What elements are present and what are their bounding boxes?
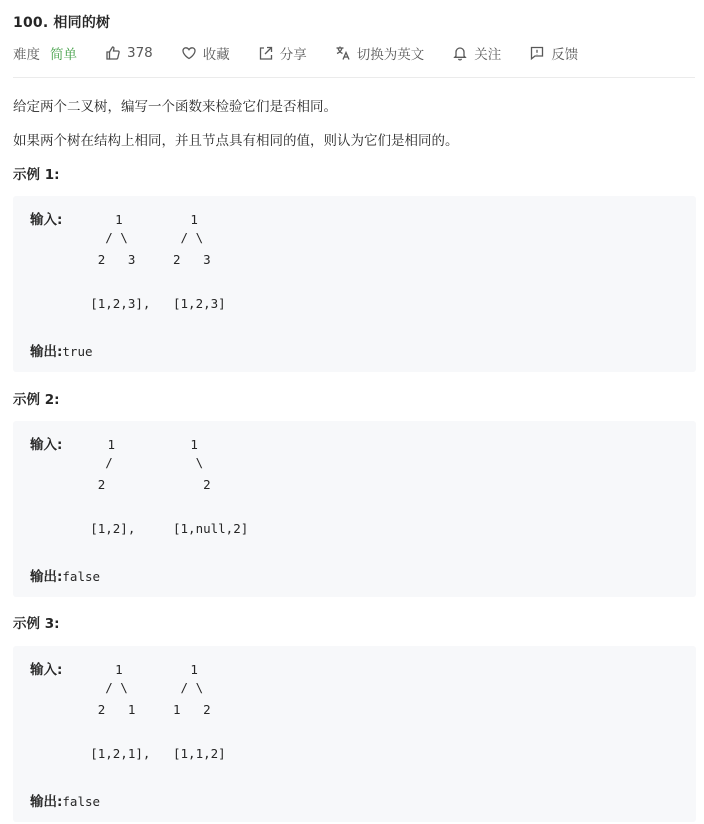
problem-toolbar bbox=[13, 42, 606, 64]
tree-line: 2 1 1 2 bbox=[30, 702, 211, 717]
example-3-title: 示例 3: bbox=[13, 616, 60, 632]
input-label: 输入: bbox=[30, 212, 63, 228]
share-button[interactable] bbox=[258, 43, 307, 63]
description-line-1: 给定两个二叉树，编写一个函数来检验它们是否相同。 bbox=[13, 99, 337, 115]
share-icon bbox=[258, 45, 274, 61]
tree-line: / \ / \ bbox=[30, 230, 204, 245]
example-1-title: 示例 1: bbox=[13, 167, 60, 183]
example-2-codeblock bbox=[13, 421, 696, 597]
difficulty-badge: 简单 bbox=[50, 47, 77, 63]
follow-label: 关注 bbox=[474, 47, 502, 63]
tree-line: / \ bbox=[30, 455, 204, 470]
tree-line: / \ / \ bbox=[30, 680, 204, 695]
translate-button[interactable] bbox=[335, 43, 425, 63]
collect-button[interactable] bbox=[181, 43, 230, 63]
header-divider bbox=[13, 77, 695, 78]
input-arrays: [1,2,1], [1,1,2] bbox=[30, 746, 226, 761]
example-3-input-line bbox=[30, 658, 198, 678]
tree-line: 1 1 bbox=[62, 662, 198, 677]
input-label: 输入: bbox=[30, 662, 63, 678]
input-label: 输入: bbox=[30, 437, 63, 453]
output-value: true bbox=[62, 344, 93, 359]
like-count: 378 bbox=[127, 45, 153, 61]
tree-line: 2 2 bbox=[30, 477, 211, 492]
output-label: 输出: bbox=[30, 344, 63, 360]
example-1-output-line bbox=[30, 340, 93, 360]
collect-label: 收藏 bbox=[202, 47, 230, 63]
tree-line: 1 1 bbox=[62, 212, 198, 227]
bell-icon bbox=[452, 45, 468, 61]
output-label: 输出: bbox=[30, 569, 63, 585]
heart-icon bbox=[181, 45, 197, 61]
example-2-input-line bbox=[30, 433, 198, 453]
follow-button[interactable] bbox=[452, 43, 501, 63]
tree-line: 1 1 bbox=[62, 437, 198, 452]
example-3-codeblock bbox=[13, 646, 696, 822]
tree-line: 2 3 2 3 bbox=[30, 252, 211, 267]
feedback-button[interactable] bbox=[529, 43, 578, 63]
share-label: 分享 bbox=[279, 47, 307, 63]
example-3-output-line bbox=[30, 790, 100, 810]
input-arrays: [1,2,3], [1,2,3] bbox=[30, 296, 226, 311]
feedback-label: 反馈 bbox=[551, 47, 579, 63]
like-button[interactable] bbox=[105, 45, 153, 61]
output-label: 输出: bbox=[30, 794, 63, 810]
problem-title: 100. 相同的树 bbox=[13, 15, 111, 31]
translate-label: 切换为英文 bbox=[356, 47, 425, 63]
output-value: false bbox=[62, 569, 101, 584]
example-1-input-line bbox=[30, 208, 198, 228]
feedback-icon bbox=[529, 45, 545, 61]
difficulty-label: 难度 bbox=[13, 47, 40, 63]
input-arrays: [1,2], [1,null,2] bbox=[30, 521, 249, 536]
thumbs-up-icon bbox=[105, 45, 121, 61]
example-2-title: 示例 2: bbox=[13, 392, 60, 408]
translate-icon bbox=[335, 45, 351, 61]
example-2-output-line bbox=[30, 565, 100, 585]
example-1-codeblock bbox=[13, 196, 696, 372]
description-line-2: 如果两个树在结构上相同，并且节点具有相同的值，则认为它们是相同的。 bbox=[13, 133, 459, 149]
output-value: false bbox=[62, 794, 101, 809]
